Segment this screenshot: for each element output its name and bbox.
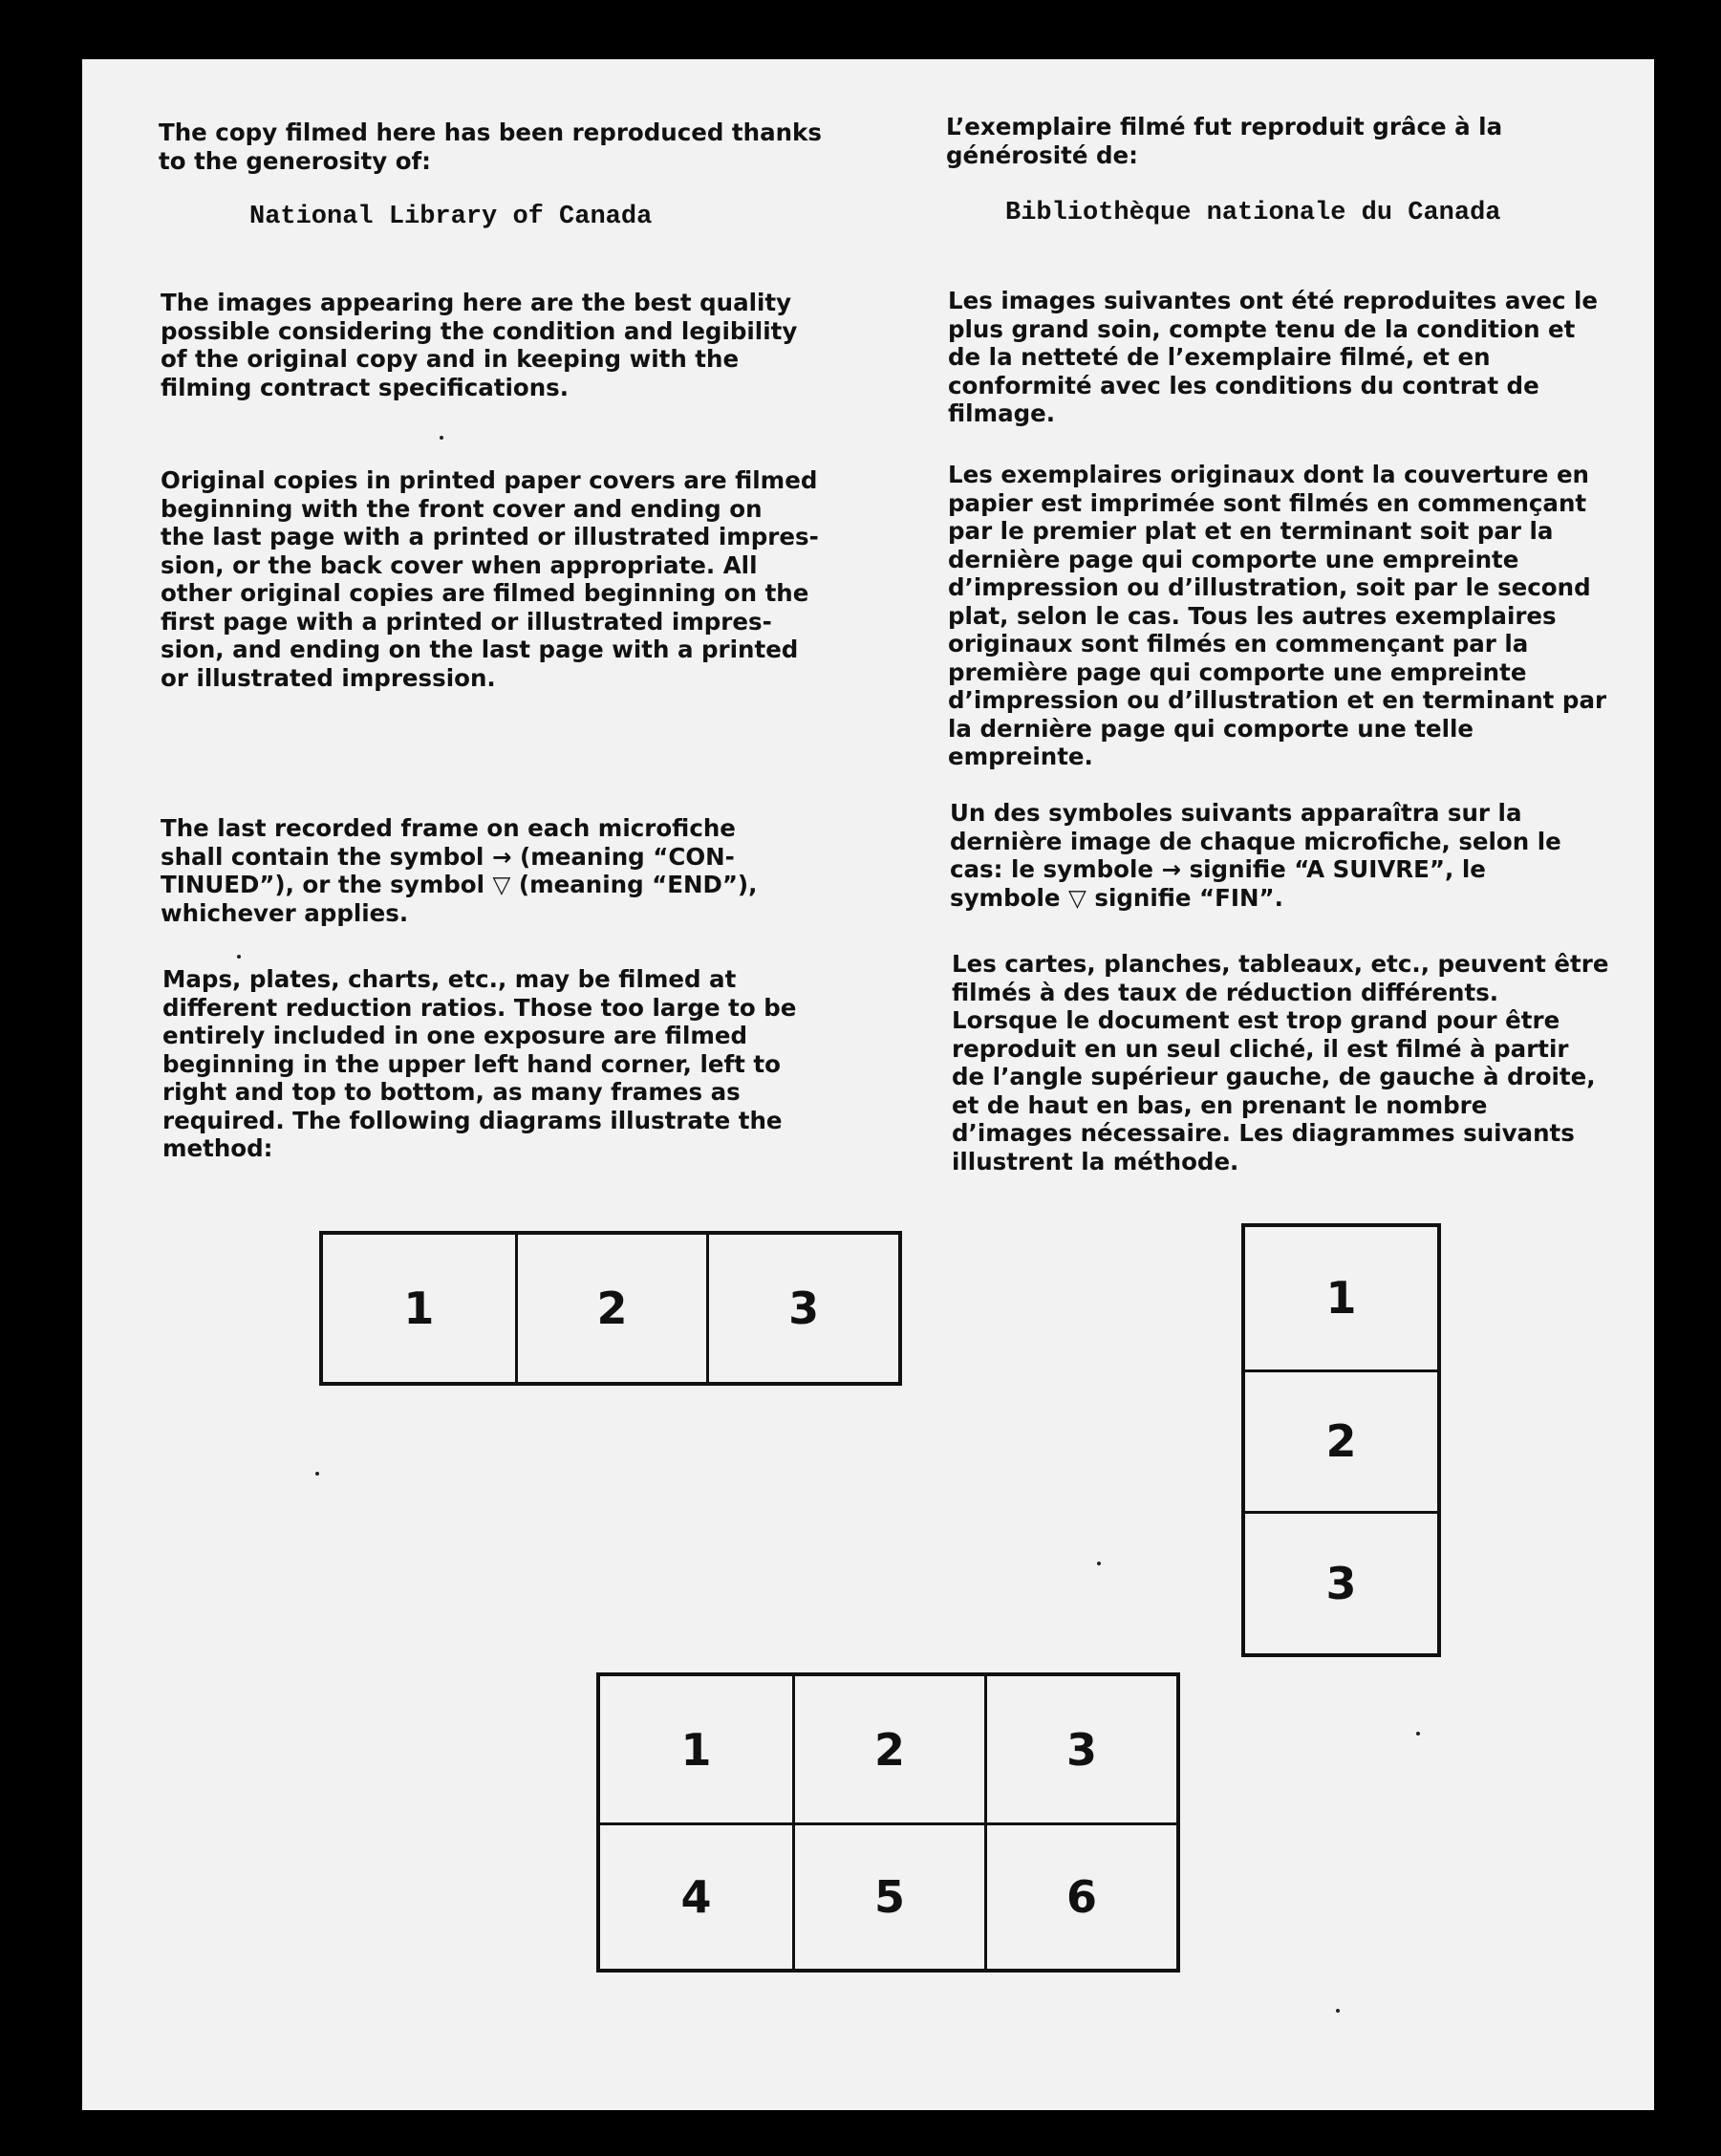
english-quality-text: The images appearing here are the best quality possible considering the condition and legibility of the original copy and in keeping with the filming contract specifications.: [161, 289, 798, 401]
english-thanks-text: The copy filmed here has been reproduced thanks to the generosity of:: [159, 119, 822, 175]
frame-cell: 2: [792, 1676, 984, 1822]
frame-cell: 6: [984, 1822, 1176, 1969]
scan-speck: [315, 1472, 319, 1476]
frame-cell: 3: [984, 1676, 1176, 1822]
frame-cell: 1: [403, 1283, 435, 1334]
english-originals-text: Original copies in printed paper covers are filmed beginning with the front cover and ending on the last page with a printed or illustrated impres- sion, or the back cover when appropriate. All other original copies are filmed beginning on the first page with a printed or illustrated impres- sion, and ending on the last page with a printed or illustrated impression.: [161, 466, 819, 692]
three-frame-row-diagram: [319, 1231, 902, 1386]
french-originals-text: Les exemplaires originaux dont la couverture en papier est imprimée sont filmés en commençant par le premier plat et en terminant soit par la dernière page qui comporte une empreinte d’impression ou d’illustration, soit par le second plat, selon le cas. Tous les autres exemplaires originaux sont filmés en commençant par la première page qui comporte une empreinte d’impression ou d’illustration et en terminant par la dernière page qui comporte une telle empreinte.: [948, 461, 1607, 770]
scan-speck: [1416, 1732, 1420, 1736]
six-frame-grid-diagram: [596, 1672, 1180, 1973]
french-maps-text: Les cartes, planches, tableaux, etc., peuvent être filmés à des taux de réduction différents. Lorsque le document est trop grand pour être reproduit en un seul cliché, il est filmé à partir de l’angle supérieur gauche, de gauche à droite, et de haut en bas, en prenant le nombre d’images nécessaire. Les diagrammes suivants illustrent la méthode.: [952, 950, 1609, 1175]
scan-speck: [237, 955, 241, 959]
english-library-name: National Library of Canada: [249, 203, 653, 231]
document-page: [82, 59, 1654, 2110]
frame-cell: 4: [600, 1822, 792, 1969]
french-thanks-text: L’exemplaire filmé fut reproduit grâce à la générosité de:: [946, 113, 1503, 169]
three-frame-column-diagram: [1241, 1223, 1441, 1657]
frame-cell: 5: [792, 1822, 984, 1969]
scan-speck: [1336, 2009, 1340, 2013]
french-quality-text: Les images suivantes ont été reproduites avec le plus grand soin, compte tenu de la condition et de la netteté de l’exemplaire filmé, et en conformité avec les conditions du contrat de filmage.: [948, 287, 1599, 427]
english-maps-text: Maps, plates, charts, etc., may be filmed at different reduction ratios. Those too large to be entirely included in one exposure are filmed beginning in the upper left hand corner, left to right and top to bottom, as many frames as required. The following diagrams illustrate the method:: [162, 965, 797, 1162]
frame-cell: 3: [706, 1235, 898, 1382]
scan-speck: [1097, 1562, 1101, 1565]
frame-cell: 1: [680, 1723, 712, 1776]
frame-cell: 1: [1325, 1272, 1357, 1325]
frame-cell: 2: [515, 1235, 707, 1382]
french-symbols-text: Un des symboles suivants apparaîtra sur la dernière image de chaque microfiche, selon le cas: le symbole → signifie “A SUIVRE”, le symbole ▽ signifie “FIN”.: [950, 799, 1561, 912]
english-symbols-text: The last recorded frame on each microfiche shall contain the symbol → (meaning “CON- TINUED”), or the symbol ▽ (meaning “END”), whichever applies.: [161, 814, 758, 927]
scan-speck: [440, 436, 443, 440]
frame-cell: 3: [1245, 1511, 1437, 1653]
french-library-name: Bibliothèque nationale du Canada: [1005, 199, 1501, 227]
frame-cell: 2: [1245, 1369, 1437, 1512]
